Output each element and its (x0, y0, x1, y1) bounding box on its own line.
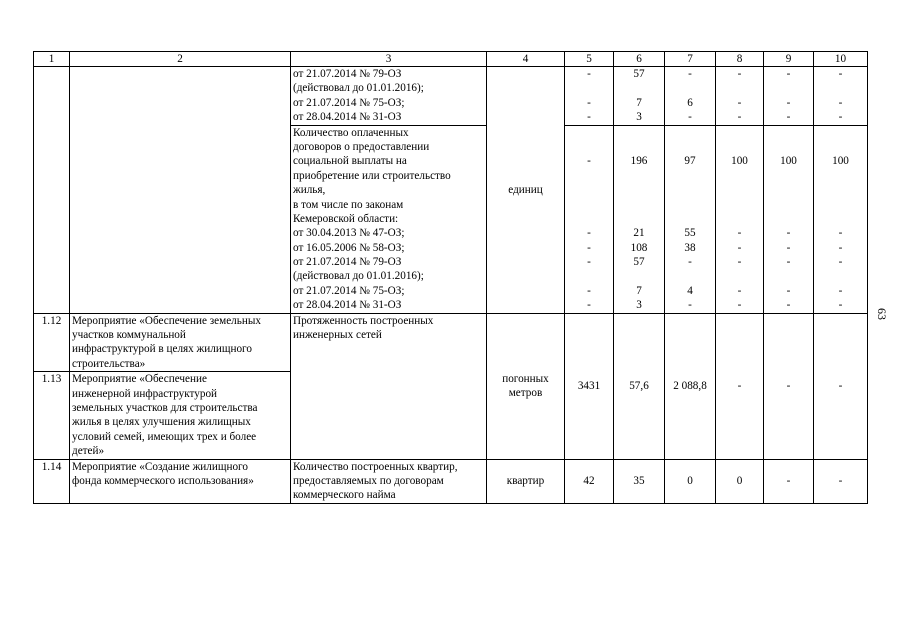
indicator-line: предоставляемых по договорам (293, 474, 444, 487)
indicator-line: (действовал до 01.01.2016); (293, 270, 424, 283)
value-cell-8 (716, 67, 764, 126)
event-line: жилья в целях улучшения жилищных (72, 416, 251, 429)
value: - (786, 111, 791, 124)
event-line: Мероприятие «Обеспечение земельных (72, 314, 261, 327)
value: 108 (630, 241, 648, 254)
column-header: 7 (665, 52, 716, 67)
value (766, 212, 811, 226)
column-header: 10 (814, 52, 868, 67)
table-row (34, 313, 868, 372)
indicator-line: от 16.05.2006 № 58-ОЗ; (293, 241, 405, 254)
unit-cell (487, 313, 565, 459)
value: - (587, 241, 591, 254)
value: - (587, 284, 591, 297)
value (567, 169, 611, 183)
value (616, 140, 662, 154)
indicator-line: жилья, (293, 184, 326, 197)
value: 100 (832, 155, 849, 168)
value (766, 81, 811, 95)
value (718, 269, 761, 283)
value-cell-9 (764, 125, 814, 313)
value (718, 126, 761, 140)
value: - (737, 111, 742, 124)
indicator-line: от 28.04.2014 № 31-ОЗ (293, 111, 402, 124)
value: 100 (731, 155, 748, 168)
value: - (838, 284, 843, 297)
value (667, 169, 713, 183)
value (667, 81, 713, 95)
column-header: 5 (565, 52, 614, 67)
event-line: Мероприятие «Создание жилищного (72, 460, 248, 473)
value (816, 126, 865, 140)
value-cell-9: - (764, 313, 814, 459)
column-header: 3 (291, 52, 487, 67)
column-header: 6 (614, 52, 665, 67)
value (766, 140, 811, 154)
value (567, 183, 611, 197)
value: 196 (630, 155, 648, 168)
value (718, 212, 761, 226)
value-cell-5: 42 (565, 459, 614, 503)
value (567, 81, 611, 95)
indicator-line: Количество построенных квартир, (293, 460, 458, 473)
value: - (786, 241, 791, 254)
value-cell-7: 2 088,8 (665, 313, 716, 459)
value: - (737, 241, 742, 254)
value-cell-8: 0 (716, 459, 764, 503)
value-cell-6 (614, 125, 665, 313)
value: 100 (780, 155, 797, 168)
indicator-line: от 21.07.2014 № 75-ОЗ; (293, 284, 405, 297)
value (616, 183, 662, 197)
value (766, 126, 811, 140)
value: - (688, 111, 692, 124)
value: 21 (633, 227, 645, 240)
indicator-line: социальной выплаты на (293, 155, 407, 168)
value (718, 140, 761, 154)
value-cell-7: 0 (665, 459, 716, 503)
value (567, 269, 611, 283)
table-row (34, 67, 868, 126)
value: - (838, 111, 843, 124)
value (816, 198, 865, 212)
unit-cell (487, 67, 565, 314)
value (766, 183, 811, 197)
row-number-cell: 1.14 (34, 459, 70, 503)
value (616, 212, 662, 226)
value-cell-6 (614, 67, 665, 126)
value (718, 198, 761, 212)
value: - (587, 155, 591, 168)
row-number-cell: 1.13 (34, 372, 70, 459)
event-line: фонда коммерческого использования» (72, 474, 254, 487)
value: 57 (633, 256, 645, 269)
value (667, 198, 713, 212)
value: - (786, 96, 791, 109)
value (816, 212, 865, 226)
value (616, 269, 662, 283)
value (816, 81, 865, 95)
value: 97 (684, 155, 696, 168)
unit-label: единиц (508, 183, 543, 196)
indicator-line: Протяженность построенных (293, 314, 434, 327)
value (667, 140, 713, 154)
value: - (688, 68, 692, 80)
value-cell-5: 3431 (565, 313, 614, 459)
value: - (737, 284, 742, 297)
column-header: 8 (716, 52, 764, 67)
value: - (838, 227, 843, 240)
indicator-line: от 21.07.2014 № 75-ОЗ; (293, 96, 405, 109)
program-indicators-table (33, 51, 868, 504)
event-cell (70, 372, 291, 459)
value-cell-7 (665, 125, 716, 313)
value: 3 (636, 111, 642, 124)
header-row (34, 52, 868, 67)
value: - (838, 68, 843, 80)
value: - (786, 227, 791, 240)
event-cell (70, 313, 291, 372)
value (718, 81, 761, 95)
column-header: 1 (34, 52, 70, 67)
unit-line: погонных (502, 372, 549, 385)
value: - (786, 68, 791, 80)
value (766, 169, 811, 183)
value (667, 126, 713, 140)
value (567, 126, 611, 140)
value-cell-5 (565, 125, 614, 313)
indicator-line: коммерческого найма (293, 489, 396, 502)
value-cell-10 (814, 125, 868, 313)
value: - (587, 256, 591, 269)
value-cell-10: - (814, 459, 868, 503)
value-cell-7 (665, 67, 716, 126)
value (616, 169, 662, 183)
value-cell-6: 35 (614, 459, 665, 503)
value: 7 (636, 284, 642, 297)
value: - (786, 256, 791, 269)
column-header: 2 (70, 52, 291, 67)
event-line: земельных участков для строительства (72, 401, 258, 414)
value (567, 212, 611, 226)
value (766, 198, 811, 212)
column-header: 4 (487, 52, 565, 67)
indicator-line: инженерных сетей (293, 329, 382, 342)
value (718, 183, 761, 197)
value: - (737, 256, 742, 269)
value-cell-10 (814, 67, 868, 126)
value-cell-8: - (716, 313, 764, 459)
value: - (737, 68, 742, 80)
value: - (688, 299, 692, 312)
value: 57 (633, 68, 645, 80)
table-row (34, 459, 868, 503)
value: 38 (684, 241, 696, 254)
value (816, 183, 865, 197)
value: - (688, 256, 692, 269)
value: - (838, 256, 843, 269)
value: - (587, 96, 591, 109)
indicator-line: (действовал до 01.01.2016); (293, 82, 424, 95)
indicator-line: от 30.04.2013 № 47-ОЗ; (293, 227, 405, 240)
value (616, 198, 662, 212)
value: - (737, 96, 742, 109)
event-line: инженерной инфраструктурой (72, 387, 218, 400)
page-number: 63 (875, 308, 889, 320)
event-line: инфраструктурой в целях жилищного (72, 343, 252, 356)
value-cell-9 (764, 67, 814, 126)
value (718, 169, 761, 183)
indicator-cell (291, 125, 487, 313)
value-cell-6: 57,6 (614, 313, 665, 459)
value: 55 (684, 227, 696, 240)
value (816, 140, 865, 154)
indicator-line: приобретение или строительство (293, 169, 451, 182)
value: - (786, 284, 791, 297)
value (616, 81, 662, 95)
event-line: строительства» (72, 357, 146, 370)
indicator-cell (291, 459, 487, 503)
event-cell (70, 459, 291, 503)
indicator-line: договоров о предоставлении (293, 140, 430, 153)
column-header: 9 (764, 52, 814, 67)
value: - (838, 299, 843, 312)
row-number-cell: 1.12 (34, 313, 70, 372)
value: - (838, 241, 843, 254)
value-cell-9: - (764, 459, 814, 503)
value: 4 (687, 284, 693, 297)
event-cell (70, 67, 291, 314)
value: - (737, 227, 742, 240)
value: 7 (636, 96, 642, 109)
indicator-line: от 21.07.2014 № 79-ОЗ (293, 68, 402, 80)
indicator-line: от 21.07.2014 № 79-ОЗ (293, 256, 402, 269)
indicator-cell (291, 67, 487, 126)
value (816, 169, 865, 183)
indicator-line: в том числе по законам (293, 198, 404, 211)
event-line: Мероприятие «Обеспечение (72, 373, 207, 386)
event-line: условий семей, имеющих трех и более (72, 430, 257, 443)
value (567, 140, 611, 154)
value (816, 269, 865, 283)
indicator-cell (291, 313, 487, 459)
value (616, 126, 662, 140)
value: - (587, 227, 591, 240)
value: 3 (636, 299, 642, 312)
value: - (737, 299, 742, 312)
value (667, 183, 713, 197)
value: - (587, 299, 591, 312)
value (667, 212, 713, 226)
value-cell-10: - (814, 313, 868, 459)
value: - (587, 111, 591, 124)
indicator-line: от 28.04.2014 № 31-ОЗ (293, 299, 402, 312)
value-cell-5 (565, 67, 614, 126)
value (766, 269, 811, 283)
indicator-line: Кемеровской области: (293, 212, 399, 225)
row-number-cell (34, 67, 70, 314)
value: - (786, 299, 791, 312)
unit-cell: квартир (487, 459, 565, 503)
indicator-line: Количество оплаченных (293, 126, 409, 139)
value: 6 (687, 96, 693, 109)
event-line: участков коммунальной (72, 329, 186, 342)
value (567, 198, 611, 212)
unit-line: метров (508, 387, 543, 400)
value: - (838, 96, 843, 109)
value (667, 269, 713, 283)
event-line: детей» (72, 445, 105, 458)
value: - (587, 68, 591, 80)
value-cell-8 (716, 125, 764, 313)
